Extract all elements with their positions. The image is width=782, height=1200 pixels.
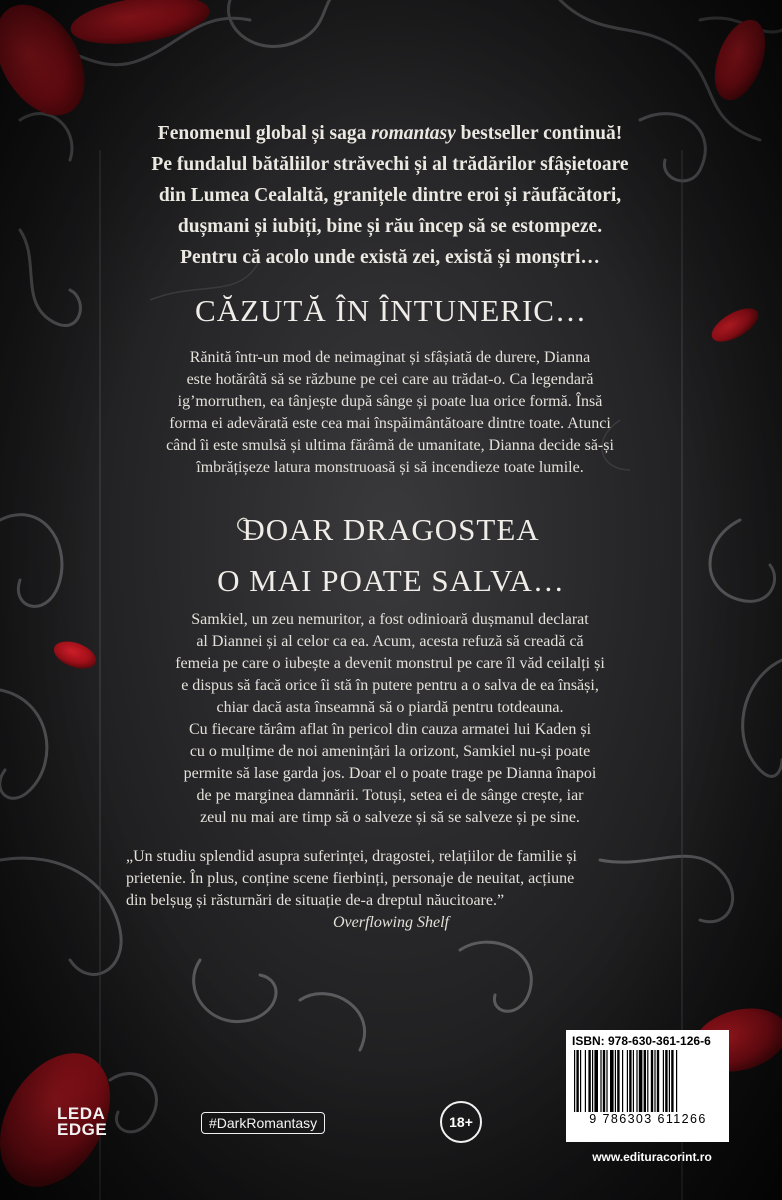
- review-quote: [126, 846, 656, 934]
- paragraph-line: e dispus să facă orice îi stă în putere pentru a o salva de ea însăși,: [181, 677, 599, 694]
- paragraph-line: Samkiel, un zeu nemuritor, a fost odinioară dușmanul declarat: [191, 611, 589, 628]
- paragraph-line: forma ei adevărată este cea mai înspăimântătoare dintre toate. Atunci: [169, 415, 611, 432]
- age-rating-badge: 18+: [440, 1101, 482, 1143]
- paragraph-line: Cu fiecare tărâm aflat în pericol din cauza armatei lui Kaden și: [188, 721, 592, 738]
- intro-line-1-end: bestseller continuă!: [455, 123, 623, 144]
- hashtag-badge: #DarkRomantasy: [201, 1112, 325, 1134]
- paragraph-samkiel: [120, 609, 660, 829]
- intro-line-1-emphasis: romantasy: [371, 123, 456, 144]
- paragraph-line: permite să lase garda jos. Doar el o poate trage pe Dianna înapoi: [183, 765, 597, 782]
- quote-line: prietenie. În plus, conține scene fierbinți, personaje de neuitat, acțiune: [126, 870, 575, 887]
- isbn-barcode-panel: [566, 1030, 729, 1142]
- paragraph-dianna: [120, 347, 660, 479]
- barcode-number: 9 786303 611266: [589, 1112, 707, 1126]
- intro-line-4: dușmani și iubiți, bine și rău încep să se estompeze.: [177, 216, 603, 237]
- barcode-icon: [574, 1050, 722, 1112]
- isbn-label: ISBN: 978-630-361-126-6: [572, 1034, 711, 1048]
- paragraph-line: când îi este smulsă și ultima fărâmă de umanitate, Dianna decide să-și: [166, 437, 614, 454]
- paragraph-line: chiar dacă asta înseamnă să o piardă pentru totdeauna.: [216, 699, 564, 716]
- quote-line: din belșug și răsturnări de situație de-a dreptul năucitoare.”: [126, 892, 505, 909]
- paragraph-line: de pe marginea damnării. Totuși, setea ei de sânge crește, iar: [196, 787, 584, 804]
- paragraph-line: este hotărâtă să se răzbune pe cei care au trădat-o. Ca legendară: [186, 371, 594, 388]
- paragraph-line: Rănită într-un mod de neimaginat și sfâșiată de durere, Dianna: [189, 349, 591, 366]
- logo-line-1: LEDA: [57, 1104, 106, 1123]
- intro-line-3: din Lumea Cealaltă, granițele dintre eroi și răufăcători,: [158, 185, 622, 206]
- publisher-logo: [57, 1106, 115, 1138]
- intro-line-1: [120, 118, 660, 149]
- heading-fallen: CĂZUTĂ ÎN ÎNTUNERIC…: [195, 293, 587, 328]
- paragraph-line: femeia pe care o iubește a devenit monstrul pe care îl văd ceilalți și: [175, 655, 605, 672]
- intro-line-2: Pe fundalul bătăliilor străvechi și al trădărilor sfâșietoare: [151, 154, 629, 175]
- quote-source: Overflowing Shelf: [333, 914, 449, 931]
- paragraph-line: îmbrățișeze latura monstruoasă și să incendieze toate lumile.: [196, 459, 584, 476]
- logo-line-2: EDGE: [57, 1120, 108, 1139]
- quote-line: „Un studiu splendid asupra suferinței, dragostei, relațiilor de familie și: [126, 848, 577, 865]
- paragraph-line: ig’morruthen, ea tânjește după sânge și poate lua orice formă. Însă: [177, 393, 603, 410]
- heading-only-love: DOAR DRAGOSTEA: [242, 512, 540, 547]
- paragraph-line: cu o mulțime de noi amenințări la orizont, Samkiel nu-și poate: [189, 743, 591, 760]
- intro-blurb: [120, 118, 660, 273]
- intro-line-1-start: Fenomenul global și saga: [157, 123, 372, 144]
- intro-line-5: Pentru că acolo unde există zei, există și monștri…: [180, 247, 600, 268]
- paragraph-line: al Diannei și al celor ca ea. Acum, acesta refuză să creadă că: [196, 633, 584, 650]
- heading-can-save: O MAI POATE SALVA…: [217, 563, 565, 598]
- paragraph-line: zeul nu mai are timp să o salveze și să se salveze și pe sine.: [200, 809, 580, 826]
- publisher-website: www.edituracorint.ro: [592, 1150, 712, 1164]
